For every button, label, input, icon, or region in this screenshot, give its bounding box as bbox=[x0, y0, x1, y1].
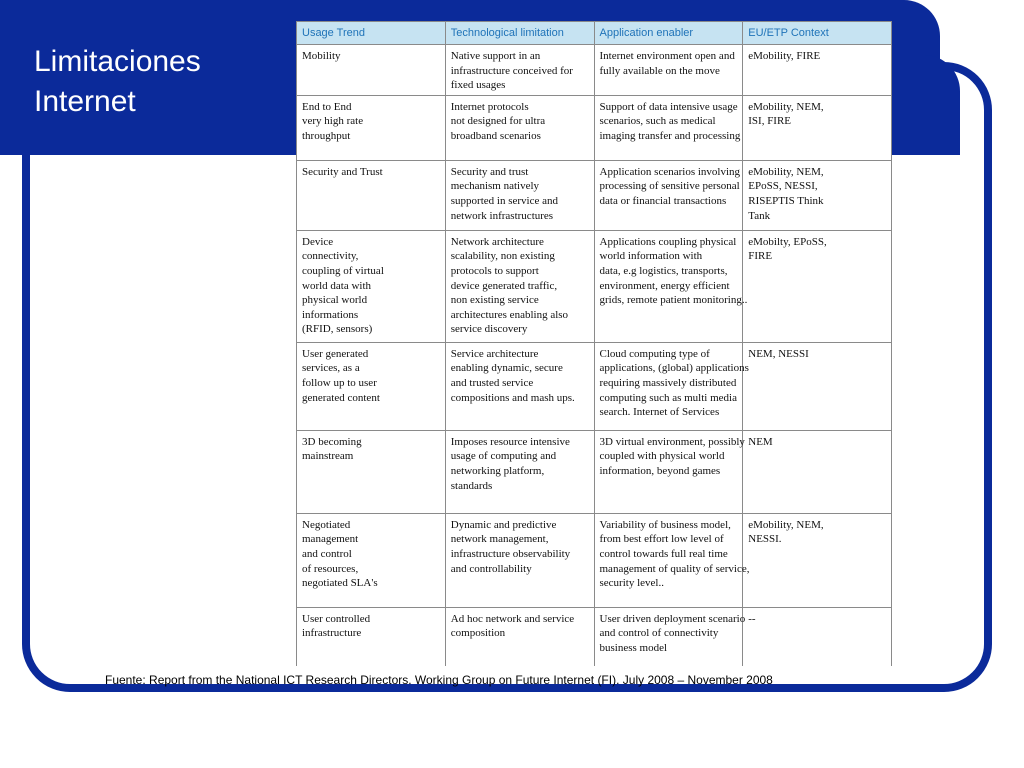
cell-text-line: world information with bbox=[599, 250, 703, 263]
header-usage-trend: Usage Trend bbox=[297, 22, 446, 45]
cell-text-line: eMobility, FIRE bbox=[748, 50, 821, 62]
cell-text-line: NEM, NESSI bbox=[748, 347, 809, 360]
cell-text-line: 3D virtual environment, possibly bbox=[599, 435, 745, 448]
cell-text-line: and control of connectivity bbox=[599, 627, 719, 640]
cell-text-line: Native support in an bbox=[450, 50, 541, 62]
slide-title-line1: Limitaciones bbox=[34, 45, 201, 78]
cell-text-line: eMobility, NEM, bbox=[748, 165, 824, 178]
cell-text-line: management bbox=[302, 533, 359, 546]
table-cell bbox=[297, 230, 446, 342]
cell-text-line: non existing service bbox=[450, 294, 539, 307]
cell-text-line: imaging transfer and processing bbox=[599, 129, 741, 142]
cell-text-line: RISEPTIS Think bbox=[748, 194, 824, 207]
table-cell bbox=[445, 513, 594, 607]
cell-text-line: applications, (global) applications bbox=[599, 362, 749, 375]
cell-text-line: architectures enabling also bbox=[450, 308, 569, 321]
table-cell bbox=[594, 45, 743, 96]
table-cell bbox=[297, 95, 446, 160]
cell-text-line: device generated traffic, bbox=[450, 279, 558, 292]
cell-text-line: Internet protocols bbox=[450, 100, 529, 113]
cell-text-line: ISI, FIRE bbox=[748, 115, 792, 128]
header-application-enabler: Application enabler bbox=[594, 22, 743, 45]
cell-text-line: eMobilty, EPoSS, bbox=[748, 235, 827, 248]
cell-text-line: throughput bbox=[302, 129, 351, 142]
cell-text-line: Applications coupling physical bbox=[599, 235, 737, 248]
cell-text-line: informations bbox=[302, 308, 359, 321]
slide-title-line2: Internet bbox=[34, 85, 136, 118]
cell-text-line: Negotiated bbox=[302, 518, 351, 531]
cell-text-line: Security and Trust bbox=[302, 165, 383, 178]
cell-text-line: infrastructure bbox=[302, 627, 362, 640]
cell-text-line: from best effort low level of bbox=[599, 533, 724, 546]
cell-text-line: Tank bbox=[748, 209, 771, 222]
table-cell bbox=[297, 430, 446, 513]
cell-text-line: networking platform, bbox=[450, 464, 545, 477]
cell-text-line: User driven deployment scenario bbox=[599, 612, 746, 625]
table-row bbox=[297, 430, 892, 513]
cell-text-line: network management, bbox=[450, 533, 549, 546]
cell-text-line: generated content bbox=[302, 391, 380, 404]
table-row bbox=[297, 342, 892, 430]
table-cell bbox=[594, 230, 748, 342]
slide-title bbox=[34, 42, 201, 122]
table-cell bbox=[297, 160, 446, 230]
cell-text-line: broadband scenarios bbox=[450, 129, 541, 142]
cell-text-line: mainstream bbox=[302, 450, 354, 463]
table-cell bbox=[297, 607, 446, 666]
cell-text-line: computing such as multi media bbox=[599, 391, 737, 404]
table-cell bbox=[743, 230, 892, 342]
table-cell bbox=[445, 430, 594, 513]
cell-text-line: supported in service and bbox=[450, 194, 558, 207]
table-cell bbox=[743, 45, 892, 96]
cell-text-line: eMobility, NEM, bbox=[748, 100, 824, 113]
cell-text-line: of resources, bbox=[302, 562, 359, 575]
cell-text-line: NESSI. bbox=[748, 533, 782, 546]
cell-text-line: information, beyond games bbox=[599, 464, 721, 477]
table-cell bbox=[594, 160, 743, 230]
cell-text-line: world data with bbox=[302, 279, 372, 292]
cell-text-line: Support of data intensive usage bbox=[599, 100, 738, 113]
cell-text-line: protocols to support bbox=[450, 264, 539, 277]
cell-text-line: data, e.g logistics, transports, bbox=[599, 264, 728, 277]
cell-text-line: Application scenarios involving bbox=[599, 165, 741, 178]
table-cell bbox=[594, 95, 743, 160]
cell-text-line: compositions and mash ups. bbox=[450, 391, 575, 404]
table-cell bbox=[594, 430, 743, 513]
cell-text-line: security level.. bbox=[599, 577, 664, 590]
cell-text-line: -- bbox=[748, 612, 756, 625]
cell-text-line: fully available on the move bbox=[599, 64, 720, 77]
header-technological-limitation: Technological limitation bbox=[445, 22, 594, 45]
cell-text-line: NEM bbox=[748, 435, 773, 448]
table-header-row bbox=[297, 22, 892, 45]
table-cell bbox=[743, 607, 892, 666]
cell-text-line: and trusted service bbox=[450, 376, 534, 389]
table-cell bbox=[445, 160, 594, 230]
cell-text-line: Variability of business model, bbox=[599, 518, 731, 531]
cell-text-line: Imposes resource intensive bbox=[450, 435, 570, 448]
cell-text-line: coupled with physical world bbox=[599, 450, 725, 463]
cell-text-line: standards bbox=[450, 479, 493, 492]
cell-text-line: services, as a bbox=[302, 362, 360, 375]
cell-text-line: User generated bbox=[302, 347, 369, 360]
cell-text-line: processing of sensitive personal bbox=[599, 180, 740, 193]
cell-text-line: (RFID, sensors) bbox=[302, 323, 373, 336]
cell-text-line: fixed usages bbox=[450, 79, 506, 92]
cell-text-line: eMobility, NEM, bbox=[748, 518, 824, 531]
table-cell bbox=[743, 342, 892, 430]
cell-text-line: requiring massively distributed bbox=[599, 376, 737, 389]
table-cell bbox=[445, 45, 594, 96]
cell-text-line: control towards full real time bbox=[599, 547, 728, 560]
cell-text-line: service discovery bbox=[450, 323, 528, 336]
table-cell bbox=[297, 513, 446, 607]
header-eu-etp-context: EU/ETP Context bbox=[743, 22, 892, 45]
cell-text-line: FIRE bbox=[748, 250, 773, 263]
cell-text-line: End to End bbox=[302, 100, 352, 113]
cell-text-line: negotiated SLA's bbox=[302, 577, 378, 590]
table-cell bbox=[743, 95, 892, 160]
cell-text-line: Dynamic and predictive bbox=[450, 518, 557, 531]
table-cell bbox=[445, 95, 594, 160]
table-cell bbox=[594, 342, 749, 430]
cell-text-line: grids, remote patient monitoring.. bbox=[599, 294, 748, 307]
limitations-table bbox=[296, 21, 892, 666]
cell-text-line: 3D becoming bbox=[302, 435, 362, 448]
cell-text-line: User controlled bbox=[302, 612, 371, 625]
cell-text-line: Network architecture bbox=[450, 235, 544, 248]
table-row bbox=[297, 45, 892, 96]
cell-text-line: search. Internet of Services bbox=[599, 406, 720, 419]
cell-text-line: connectivity, bbox=[302, 250, 359, 263]
cell-text-line: coupling of virtual bbox=[302, 264, 384, 277]
table-cell bbox=[743, 160, 892, 230]
cell-text-line: physical world bbox=[302, 294, 368, 307]
cell-text-line: Cloud computing type of bbox=[599, 347, 710, 360]
cell-text-line: Service architecture bbox=[450, 347, 539, 360]
cell-text-line: enabling dynamic, secure bbox=[450, 362, 563, 375]
table-row bbox=[297, 230, 892, 342]
cell-text-line: infrastructure conceived for bbox=[450, 64, 573, 77]
table-cell bbox=[594, 607, 746, 666]
cell-text-line: infrastructure observability bbox=[450, 547, 571, 560]
cell-text-line: Ad hoc network and service bbox=[450, 612, 575, 625]
cell-text-line: composition bbox=[450, 627, 506, 640]
cell-text-line: EPoSS, NESSI, bbox=[748, 180, 818, 193]
cell-text-line: environment, energy efficient bbox=[599, 279, 730, 292]
table-cell bbox=[445, 342, 594, 430]
table-row bbox=[297, 513, 892, 607]
table-cell bbox=[445, 230, 594, 342]
cell-text-line: Security and trust bbox=[450, 165, 529, 178]
table-cell bbox=[297, 45, 446, 96]
cell-text-line: very high rate bbox=[302, 115, 364, 128]
cell-text-line: scalability, non existing bbox=[450, 250, 555, 263]
cell-text-line: Device bbox=[302, 235, 334, 248]
cell-text-line: Internet environment open and bbox=[599, 50, 735, 62]
cell-text-line: data or financial transactions bbox=[599, 194, 727, 207]
table-row bbox=[297, 95, 892, 160]
cell-text-line: scenarios, such as medical bbox=[599, 115, 716, 128]
source-caption: Fuente: Report from the National ICT Research Directors. Working Group on Future Internet (FI). July 2008 – November 2008 bbox=[105, 673, 773, 687]
cell-text-line: business model bbox=[599, 641, 668, 654]
cell-text-line: not designed for ultra bbox=[450, 115, 546, 128]
table-image bbox=[296, 21, 892, 666]
table-cell bbox=[743, 430, 892, 513]
cell-text-line: and controllability bbox=[450, 562, 532, 575]
table-cell bbox=[594, 513, 750, 607]
cell-text-line: network infrastructures bbox=[450, 209, 554, 222]
cell-text-line: and control bbox=[302, 547, 352, 560]
cell-text-line: usage of computing and bbox=[450, 450, 557, 463]
cell-text-line: management of quality of service, bbox=[599, 562, 750, 575]
table-row bbox=[297, 160, 892, 230]
table-cell bbox=[297, 342, 446, 430]
cell-text-line: mechanism natively bbox=[450, 180, 540, 193]
cell-text-line: follow up to user bbox=[302, 376, 377, 389]
table-row bbox=[297, 607, 892, 666]
cell-text-line: Mobility bbox=[302, 50, 341, 62]
table-cell bbox=[445, 607, 594, 666]
table-cell bbox=[743, 513, 892, 607]
table-body bbox=[297, 45, 892, 667]
